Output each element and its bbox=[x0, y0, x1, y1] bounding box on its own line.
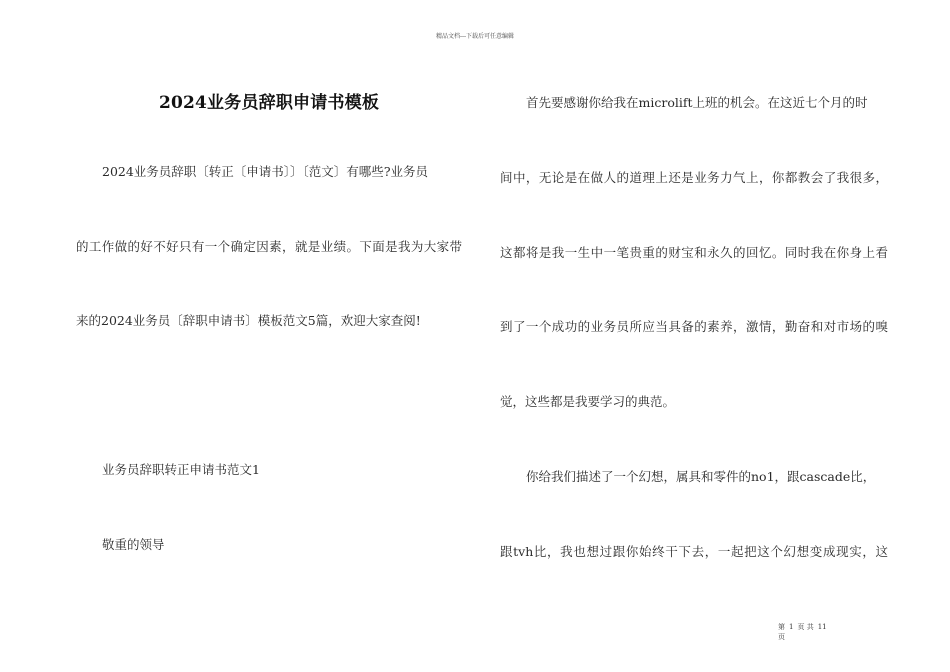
page-label-prefix: 第 bbox=[778, 623, 785, 631]
page-number: 1 bbox=[789, 623, 794, 631]
body-line-1: 首先要感谢你给我在microlift上班的机会。在这近七个月的时 bbox=[526, 95, 868, 110]
body-line-6: 你给我们描述了一个幻想，属具和零件的no1，跟cascade比， bbox=[526, 469, 876, 484]
page-label-mid: 页 共 bbox=[797, 623, 814, 631]
section-heading: 业务员辞职转正申请书范文1 bbox=[102, 462, 260, 477]
header-note: 精品文档---下载后可任意编辑 bbox=[435, 33, 515, 40]
page-label-suffix: 页 bbox=[778, 633, 785, 641]
salutation: 敬重的领导 bbox=[102, 537, 165, 552]
intro-line-2: 的工作做的好不好只有一个确定因素，就是业绩。下面是我为大家带 bbox=[76, 239, 462, 254]
body-line-4: 到了一个成功的业务员所应当具备的素养，激情，勤奋和对市场的嗅 bbox=[500, 319, 888, 334]
page-indicator bbox=[778, 622, 848, 642]
body-line-7: 跟tvh比，我也想过跟你始终干下去，一起把这个幻想变成现实，这 bbox=[500, 544, 888, 559]
intro-line-1: 2024业务员辞职〔转正〔申请书〕〕〔范文〕有哪些?业务员 bbox=[102, 164, 429, 179]
body-line-3: 这都将是我一生中一笔贵重的财宝和永久的回忆。同时我在你身上看 bbox=[500, 245, 888, 260]
body-line-2: 间中，无论是在做人的道理上还是业务力气上，你都教会了我很多， bbox=[500, 170, 888, 185]
page-total: 11 bbox=[817, 623, 827, 631]
intro-line-3: 来的2024业务员〔辞职申请书〕模板范文5篇，欢迎大家查阅! bbox=[76, 313, 421, 328]
document-title: 2024业务员辞职申请书模板 bbox=[158, 93, 380, 113]
body-line-5: 觉，这些都是我要学习的典范。 bbox=[500, 394, 676, 409]
